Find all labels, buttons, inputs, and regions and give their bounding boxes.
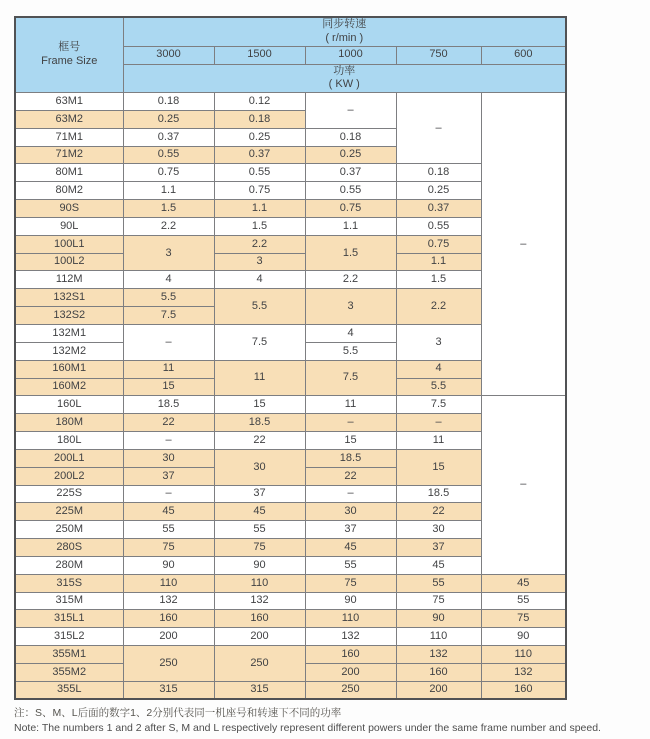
power-cell: 7.5 [214, 324, 305, 360]
power-cell: 110 [305, 610, 396, 628]
frame-size-cell: 71M1 [15, 128, 123, 146]
power-cell: 2.2 [305, 271, 396, 289]
frame-size-header [15, 17, 123, 93]
power-cell: 45 [396, 556, 481, 574]
power-cell: 5.5 [305, 342, 396, 360]
sync-speed-header-zh: 同步转速 [322, 18, 367, 30]
sync-speed-header [123, 17, 566, 46]
speed-col-3000: 3000 [123, 46, 214, 64]
power-cell: 37 [396, 539, 481, 557]
frame-size-cell: 280S [15, 539, 123, 557]
frame-size-cell: 160M1 [15, 360, 123, 378]
frame-size-header-en: Frame Size [41, 55, 98, 67]
power-cell: – [396, 414, 481, 432]
power-cell: 18.5 [214, 414, 305, 432]
power-cell: 200 [214, 628, 305, 646]
power-cell: 0.37 [123, 128, 214, 146]
power-table-body [15, 93, 566, 700]
power-cell: 30 [123, 449, 214, 467]
power-cell: 0.75 [214, 182, 305, 200]
power-cell: 0.25 [123, 110, 214, 128]
power-cell: 75 [481, 610, 566, 628]
power-cell: 0.18 [305, 128, 396, 146]
power-cell: 0.25 [396, 182, 481, 200]
power-cell: 90 [123, 556, 214, 574]
power-cell: – [123, 324, 214, 360]
power-cell: 15 [123, 378, 214, 396]
power-cell: 5.5 [123, 289, 214, 307]
footnotes [14, 706, 650, 736]
power-cell: 200 [396, 681, 481, 699]
power-cell: 55 [214, 521, 305, 539]
power-cell: 1.1 [396, 253, 481, 271]
power-cell: 160 [481, 681, 566, 699]
frame-size-cell: 225S [15, 485, 123, 503]
power-cell: 1.1 [214, 200, 305, 218]
power-cell: 11 [214, 360, 305, 396]
frame-size-cell: 80M2 [15, 182, 123, 200]
power-cell: 90 [305, 592, 396, 610]
power-cell: 0.12 [214, 93, 305, 111]
power-cell: 15 [396, 449, 481, 485]
frame-size-cell: 355L [15, 681, 123, 699]
power-cell: 37 [123, 467, 214, 485]
header-row-speed-title [15, 17, 566, 46]
power-cell: 18.5 [123, 396, 214, 414]
speed-col-1500: 1500 [214, 46, 305, 64]
power-cell: 2.2 [123, 217, 214, 235]
power-cell: 132 [396, 646, 481, 664]
power-cell: 90 [481, 628, 566, 646]
power-cell: 22 [305, 467, 396, 485]
power-cell: 18.5 [305, 449, 396, 467]
power-cell: – [481, 93, 566, 396]
power-cell: 22 [396, 503, 481, 521]
frame-size-cell: 160M2 [15, 378, 123, 396]
table-row [15, 574, 566, 592]
table-row [15, 93, 566, 111]
frame-size-cell: 100L1 [15, 235, 123, 253]
power-cell: 4 [123, 271, 214, 289]
power-cell: 55 [305, 556, 396, 574]
power-cell: – [481, 396, 566, 574]
power-cell: 0.75 [123, 164, 214, 182]
power-cell: 160 [214, 610, 305, 628]
power-header-unit: ( KW ) [328, 78, 360, 91]
power-cell: 3 [123, 235, 214, 271]
power-cell: 0.55 [214, 164, 305, 182]
frame-size-cell: 355M2 [15, 664, 123, 682]
speed-col-1000: 1000 [305, 46, 396, 64]
power-cell: 0.75 [305, 200, 396, 218]
power-cell: 2.2 [214, 235, 305, 253]
frame-size-header-zh: 框号 [58, 41, 81, 54]
table-row [15, 628, 566, 646]
speed-col-600: 600 [481, 46, 566, 64]
power-cell: 0.55 [396, 217, 481, 235]
power-cell: 315 [123, 681, 214, 699]
power-cell: 37 [305, 521, 396, 539]
table-row [15, 681, 566, 699]
frame-size-cell: 225M [15, 503, 123, 521]
power-cell: 110 [396, 628, 481, 646]
table-row [15, 396, 566, 414]
power-cell: 0.25 [214, 128, 305, 146]
power-cell: 18.5 [396, 485, 481, 503]
power-cell: – [305, 414, 396, 432]
power-cell: 250 [214, 646, 305, 682]
power-cell: 37 [214, 485, 305, 503]
power-cell: 1.1 [123, 182, 214, 200]
frame-size-cell: 132S1 [15, 289, 123, 307]
power-cell: 4 [214, 271, 305, 289]
power-cell: 0.55 [305, 182, 396, 200]
power-cell: 132 [481, 664, 566, 682]
power-cell: 30 [305, 503, 396, 521]
power-cell: 110 [214, 574, 305, 592]
power-cell: 0.18 [123, 93, 214, 111]
power-header-zh: 功率 [333, 64, 356, 77]
power-cell: 7.5 [123, 307, 214, 325]
power-cell: 132 [305, 628, 396, 646]
frame-size-cell: 180L [15, 432, 123, 450]
frame-size-cell: 315S [15, 574, 123, 592]
power-cell: 30 [214, 449, 305, 485]
speed-col-750: 750 [396, 46, 481, 64]
frame-size-cell: 90S [15, 200, 123, 218]
power-cell: 5.5 [214, 289, 305, 325]
frame-size-cell: 280M [15, 556, 123, 574]
power-cell: 90 [214, 556, 305, 574]
sync-speed-header-unit: ( r/min ) [325, 31, 364, 44]
power-cell: 15 [305, 432, 396, 450]
power-cell: 0.25 [305, 146, 396, 164]
frame-size-cell: 315M [15, 592, 123, 610]
power-cell: 1.5 [396, 271, 481, 289]
frame-size-cell: 132S2 [15, 307, 123, 325]
power-cell: 200 [305, 664, 396, 682]
power-cell: 45 [305, 539, 396, 557]
power-cell: 0.18 [396, 164, 481, 182]
frame-size-cell: 180M [15, 414, 123, 432]
power-cell: 75 [305, 574, 396, 592]
power-cell: 132 [214, 592, 305, 610]
frame-size-cell: 90L [15, 217, 123, 235]
power-cell: 0.55 [123, 146, 214, 164]
power-cell: 4 [305, 324, 396, 342]
power-cell: 250 [123, 646, 214, 682]
power-cell: 75 [214, 539, 305, 557]
frame-size-cell: 132M2 [15, 342, 123, 360]
power-cell: 15 [214, 396, 305, 414]
power-cell: 0.37 [305, 164, 396, 182]
power-cell: 315 [214, 681, 305, 699]
power-rating-table [14, 16, 567, 700]
power-cell: 11 [396, 432, 481, 450]
power-cell: 90 [396, 610, 481, 628]
power-cell: 132 [123, 592, 214, 610]
table-row [15, 610, 566, 628]
power-cell: 22 [123, 414, 214, 432]
frame-size-cell: 160L [15, 396, 123, 414]
power-cell: 0.75 [396, 235, 481, 253]
table-row [15, 592, 566, 610]
power-cell: 200 [123, 628, 214, 646]
power-cell: 75 [396, 592, 481, 610]
power-cell: 1.5 [305, 235, 396, 271]
frame-size-cell: 250M [15, 521, 123, 539]
power-header [123, 64, 566, 93]
frame-size-cell: 132M1 [15, 324, 123, 342]
power-cell: 55 [481, 592, 566, 610]
frame-size-cell: 315L2 [15, 628, 123, 646]
power-cell: 0.37 [214, 146, 305, 164]
power-cell: 3 [396, 324, 481, 360]
power-cell: 160 [305, 646, 396, 664]
frame-size-cell: 200L2 [15, 467, 123, 485]
frame-size-cell: 355M1 [15, 646, 123, 664]
power-cell: 55 [123, 521, 214, 539]
frame-size-cell: 112M [15, 271, 123, 289]
power-cell: 2.2 [396, 289, 481, 325]
power-cell: 75 [123, 539, 214, 557]
power-cell: 22 [214, 432, 305, 450]
table-row [15, 646, 566, 664]
power-cell: 11 [305, 396, 396, 414]
power-cell: 110 [123, 574, 214, 592]
frame-size-cell: 80M1 [15, 164, 123, 182]
table-header [15, 17, 566, 93]
power-cell: 4 [396, 360, 481, 378]
power-cell: 45 [214, 503, 305, 521]
power-cell: – [123, 485, 214, 503]
power-cell: 1.5 [214, 217, 305, 235]
frame-size-cell: 71M2 [15, 146, 123, 164]
power-cell: 110 [481, 646, 566, 664]
power-cell: 7.5 [305, 360, 396, 396]
power-cell: 3 [214, 253, 305, 271]
power-cell: 5.5 [396, 378, 481, 396]
frame-size-cell: 63M1 [15, 93, 123, 111]
power-cell: 7.5 [396, 396, 481, 414]
frame-size-cell: 200L1 [15, 449, 123, 467]
power-cell: 0.37 [396, 200, 481, 218]
power-cell: 45 [123, 503, 214, 521]
power-cell: 45 [481, 574, 566, 592]
power-cell: 160 [123, 610, 214, 628]
power-cell: – [396, 93, 481, 164]
frame-size-cell: 315L1 [15, 610, 123, 628]
power-cell: 3 [305, 289, 396, 325]
power-cell: 30 [396, 521, 481, 539]
power-cell: 160 [396, 664, 481, 682]
power-cell: 1.5 [123, 200, 214, 218]
footnote-zh: 注：S、M、L后面的数字1、2分别代表同一机座号和转速下不同的功率 [14, 707, 342, 720]
frame-size-cell: 100L2 [15, 253, 123, 271]
power-cell: – [123, 432, 214, 450]
power-cell: – [305, 93, 396, 129]
power-cell: 0.18 [214, 110, 305, 128]
power-cell: 1.1 [305, 217, 396, 235]
power-cell: – [305, 485, 396, 503]
frame-size-cell: 63M2 [15, 110, 123, 128]
power-cell: 55 [396, 574, 481, 592]
footnote-en: Note: The numbers 1 and 2 after S, M and L respectively represent different powers under the same frame number and speed. [14, 722, 601, 735]
power-cell: 250 [305, 681, 396, 699]
power-cell: 11 [123, 360, 214, 378]
